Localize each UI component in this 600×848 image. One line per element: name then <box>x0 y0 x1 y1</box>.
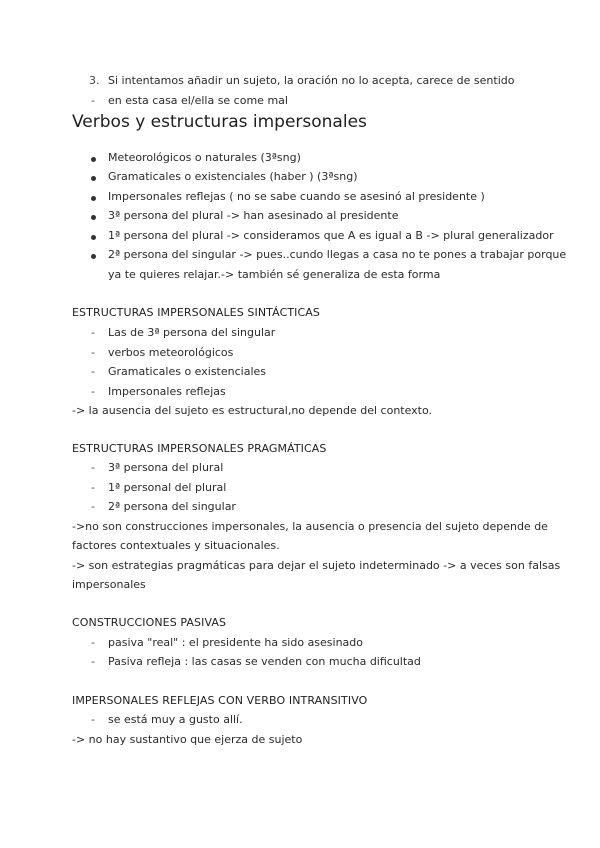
note-text: -> no hay sustantivo que ejerza de sujeto <box>72 733 303 746</box>
list-item: Las de 3ª persona del singular <box>108 326 276 339</box>
dash-marker: - <box>91 481 95 494</box>
dash-marker: - <box>91 636 95 649</box>
list-item: Meteorológicos o naturales (3ªsng) <box>108 151 301 164</box>
list-item-continuation: ya te quieres relajar.-> también sé generaliza de esta forma <box>108 268 441 281</box>
list-item: 2ª persona del singular -> pues..cundo llegas a casa no te pones a trabajar porque <box>108 248 567 261</box>
list-item: verbos meteorológicos <box>108 346 234 359</box>
dash-marker: - <box>91 94 95 107</box>
list-item: 1ª personal del plural <box>108 481 227 494</box>
dash-marker: - <box>91 365 95 378</box>
dash-marker: - <box>91 385 95 398</box>
section-heading: ESTRUCTURAS IMPERSONALES SINTÁCTICAS <box>72 306 320 319</box>
list-item: Si intentamos añadir un sujeto, la oración no lo acepta, carece de sentido <box>108 74 515 87</box>
list-item: 1ª persona del plural -> consideramos que A es igual a B -> plural generalizador <box>108 229 554 242</box>
bullet-marker <box>91 196 96 201</box>
note-text: -> son estrategias pragmáticas para dejar el sujeto indeterminado -> a veces son falsas <box>72 559 561 572</box>
note-text: factores contextuales y situacionales. <box>72 539 280 552</box>
note-text: impersonales <box>72 578 146 591</box>
list-item: se está muy a gusto allí. <box>108 713 243 726</box>
list-item: Gramaticales o existenciales <box>108 365 267 378</box>
list-item: Impersonales reflejas <box>108 385 226 398</box>
list-item: Pasiva refleja : las casas se venden con mucha dificultad <box>108 655 421 668</box>
bullet-marker <box>91 176 96 181</box>
list-item: Impersonales reflejas ( no se sabe cuando se asesinó al presidente ) <box>108 190 485 203</box>
list-item: Gramaticales o existenciales (haber ) (3ªsng) <box>108 170 358 183</box>
dash-marker: - <box>91 655 95 668</box>
list-item: en esta casa el/ella se come mal <box>108 94 288 107</box>
note-text: ->no son construcciones impersonales, la ausencia o presencia del sujeto depende de <box>72 520 548 533</box>
dash-marker: - <box>91 346 95 359</box>
list-item: pasiva "real" : el presidente ha sido asesinado <box>108 636 364 649</box>
note-text: -> la ausencia del sujeto es estructural,no depende del contexto. <box>72 404 433 417</box>
list-item: 2ª persona del singular <box>108 500 236 513</box>
section-title: Verbos y estructuras impersonales <box>72 112 367 132</box>
dash-marker: - <box>91 326 95 339</box>
section-heading: ESTRUCTURAS IMPERSONALES PRAGMÁTICAS <box>72 442 327 455</box>
list-item: 3ª persona del plural <box>108 461 224 474</box>
list-item: 3ª persona del plural -> han asesinado al presidente <box>108 209 399 222</box>
list-number: 3. <box>89 74 100 87</box>
bullet-marker <box>91 235 96 240</box>
dash-marker: - <box>91 461 95 474</box>
bullet-marker <box>91 157 96 162</box>
dash-marker: - <box>91 713 95 726</box>
section-heading: IMPERSONALES REFLEJAS CON VERBO INTRANSITIVO <box>72 694 368 707</box>
section-heading: CONSTRUCCIONES PASIVAS <box>72 616 227 629</box>
bullet-marker <box>91 254 96 259</box>
dash-marker: - <box>91 500 95 513</box>
bullet-marker <box>91 215 96 220</box>
